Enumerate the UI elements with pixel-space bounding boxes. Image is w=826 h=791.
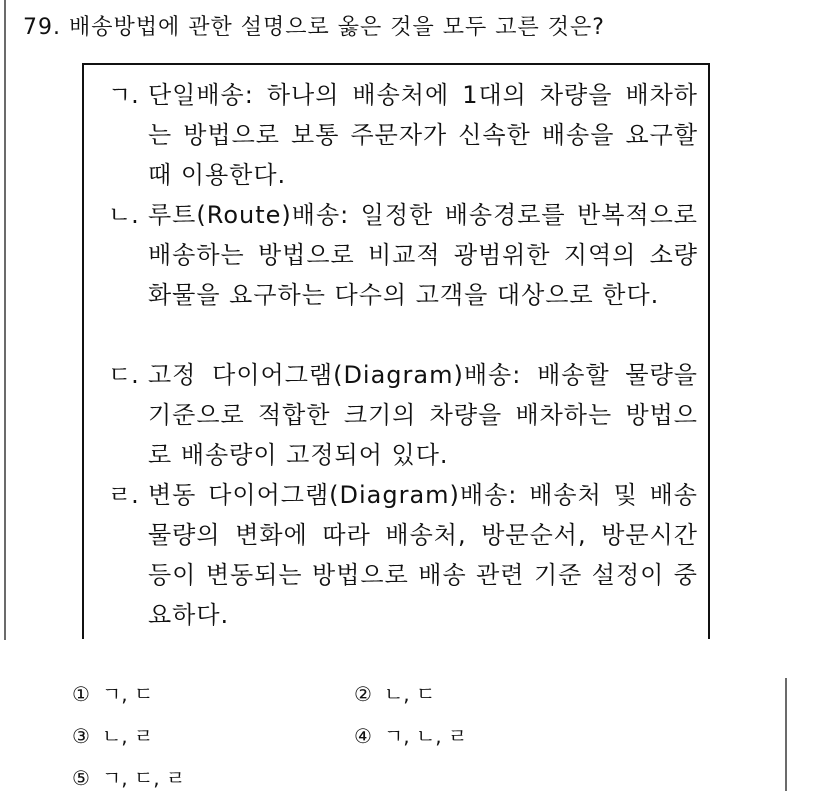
statement-marker: ㄱ. — [108, 81, 139, 109]
choice-text: ㄱ, ㄷ, ㄹ — [101, 766, 186, 790]
choice-text: ㄱ, ㄴ, ㄹ — [383, 724, 468, 748]
question-text: 배송방법에 관한 설명으로 옳은 것을 모두 고른 것은? — [69, 15, 605, 40]
left-margin-rule — [4, 0, 6, 640]
statements-box — [82, 63, 710, 639]
statement-item — [108, 195, 698, 315]
choice-text: ㄴ, ㄷ — [383, 682, 436, 706]
choice-text: ㄴ, ㄹ — [101, 724, 154, 748]
choice-4[interactable] — [354, 720, 467, 749]
statement-text: 변동 다이어그램(Diagram)배송: 배송처 및 배송물량의 변화에 따라 배송처, 방문순서, 방문시간 등이 변동되는 방법으로 배송 관련 기준 설정이 중요하다. — [148, 481, 698, 629]
right-margin-rule — [785, 678, 787, 791]
question-stem — [23, 10, 605, 41]
choice-number: ① — [72, 682, 90, 706]
statement-marker: ㄷ. — [108, 361, 139, 389]
choice-number: ③ — [72, 724, 90, 748]
statement-marker: ㄹ. — [108, 481, 139, 509]
statement-text: 단일배송: 하나의 배송처에 1대의 차량을 배차하는 방법으로 보통 주문자가 신속한 배송을 요구할 때 이용한다. — [148, 81, 698, 189]
statement-text: 루트(Route)배송: 일정한 배송경로를 반복적으로 배송하는 방법으로 비교적 광범위한 지역의 소량화물을 요구하는 다수의 고객을 대상으로 한다. — [148, 201, 698, 309]
choice-2[interactable] — [354, 678, 435, 707]
choice-number: ④ — [354, 724, 372, 748]
choice-number: ② — [354, 682, 372, 706]
question-number: 79. — [23, 15, 61, 40]
choice-1[interactable] — [72, 678, 153, 707]
statement-item — [108, 75, 698, 195]
choice-number: ⑤ — [72, 766, 90, 790]
choice-text: ㄱ, ㄷ — [101, 682, 154, 706]
choice-3[interactable] — [72, 720, 153, 749]
statement-marker: ㄴ. — [108, 201, 139, 229]
statement-text: 고정 다이어그램(Diagram)배송: 배송할 물량을 기준으로 적합한 크기의 차량을 배차하는 방법으로 배송량이 고정되어 있다. — [148, 361, 698, 469]
statement-item — [108, 355, 698, 475]
statement-item — [108, 475, 698, 635]
choice-5[interactable] — [72, 762, 185, 791]
